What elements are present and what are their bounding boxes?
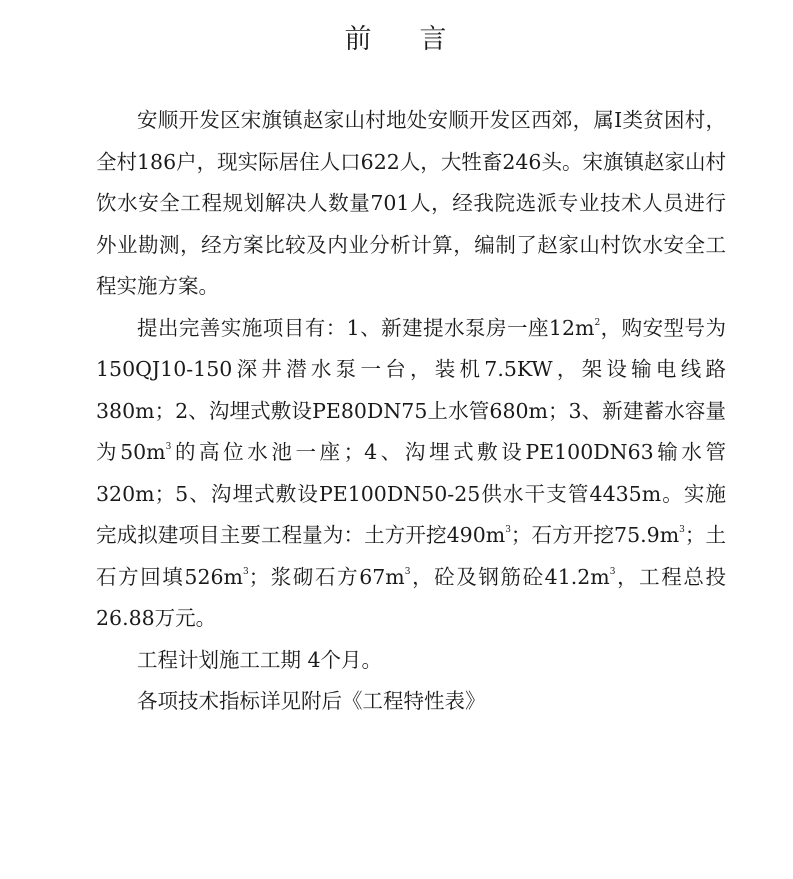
text-segment: ，购安型号为150QJ10-150深井潜水泵一台，装机7.5KW，架设输电线路380m；2、沟埋式敷设PE80DN75上水管680m；3、新建蓄水容量为50m bbox=[96, 315, 726, 464]
superscript: 3 bbox=[505, 525, 511, 535]
superscript: 2 bbox=[594, 317, 601, 328]
superscript: 3 bbox=[609, 566, 616, 577]
paragraph-project-items bbox=[96, 308, 726, 640]
preface-body bbox=[96, 100, 726, 723]
superscript: 3 bbox=[242, 566, 249, 577]
title-char-1: 前 bbox=[344, 24, 374, 55]
title-char-2: 言 bbox=[419, 24, 449, 55]
text-segment: ；土石方回填526m bbox=[96, 523, 726, 589]
superscript: 3 bbox=[404, 566, 411, 577]
paragraph-reference: 各项技术指标详见附后《工程特性表》 bbox=[137, 689, 486, 713]
superscript: 3 bbox=[679, 525, 685, 535]
text-segment: ，砼及钢筋砼41.2m bbox=[410, 564, 610, 589]
text-segment: 提出完善实施项目有：1、新建提水泵房一座12m bbox=[137, 315, 595, 340]
text-segment: 的高位水池一座；4、沟埋式敷设PE100DN63输水管320m；5、沟埋式敷设PE100DN50-25供水干支管4435m。实施完成拟建项目主要工程量为：土方开挖490m bbox=[96, 440, 726, 547]
page-title bbox=[0, 18, 793, 62]
text-segment: ，工程总投26.88万元。 bbox=[96, 564, 726, 630]
text-segment: ；石方开挖75.9m bbox=[510, 523, 680, 547]
paragraph-schedule: 工程计划施工工期 4个月。 bbox=[137, 647, 383, 672]
paragraph-overview: 安顺开发区宋旗镇赵家山村地处安顺开发区西郊，属Ⅰ类贫困村，全村186户，现实际居住人口622人，大牲畜246头。宋旗镇赵家山村饮水安全工程规划解决人数量701人，经我院选派专业技术人员进行外业勘测，经方案比较及内业分析计算，编制了赵家山村饮水安全工程实施方案。 bbox=[96, 108, 726, 298]
superscript: 3 bbox=[165, 442, 172, 452]
text-segment: ；浆砌石方67m bbox=[248, 564, 405, 589]
